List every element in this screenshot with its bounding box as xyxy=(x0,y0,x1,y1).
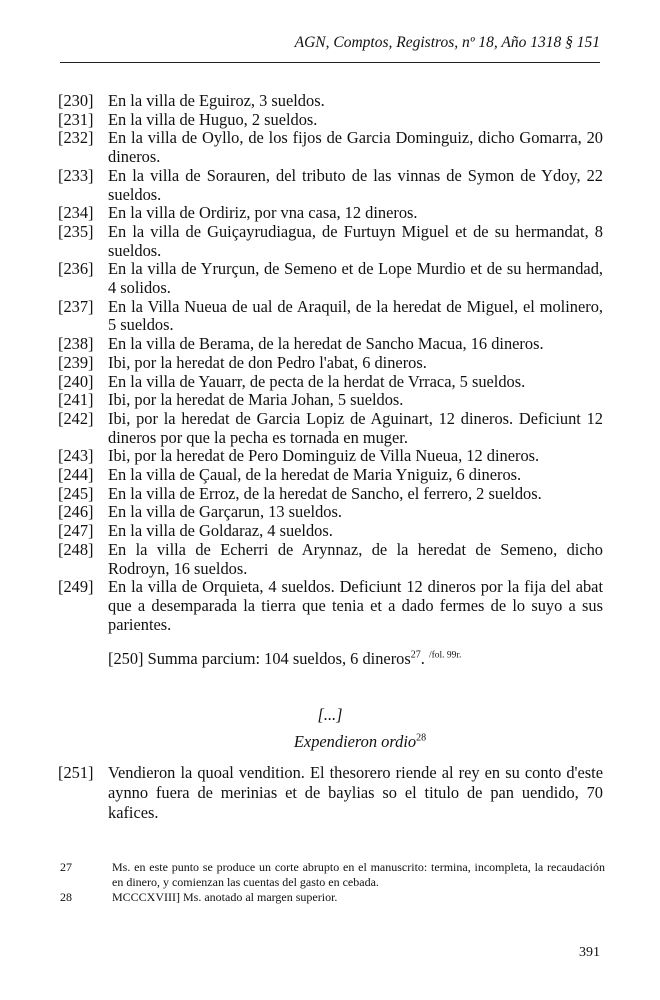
entry-239 xyxy=(58,354,603,373)
entry-247 xyxy=(58,522,603,541)
entry-text: En la villa de Yauarr, de pecta de la herdat de Vrraca, 5 sueldos. xyxy=(108,371,526,391)
entry-number: [244] xyxy=(58,465,94,485)
entry-251 xyxy=(58,763,603,823)
entry-text: Ibi, por la heredat de Garcia Lopiz de Aguinart, 12 dineros. Deficiunt 12 dineros por que la pecha es tornada en muger. xyxy=(108,408,603,447)
entry-text: En la villa de Goldaraz, 4 sueldos. xyxy=(108,521,333,541)
running-header: AGN, Comptos, Registros, nº 18, Año 1318 § 151 xyxy=(294,34,600,51)
entry-242 xyxy=(58,410,603,447)
entry-number: [245] xyxy=(58,483,94,503)
header-rule xyxy=(60,62,600,63)
entry-235 xyxy=(58,223,603,260)
entry-list xyxy=(58,92,603,634)
entry-text: En la villa de Eguiroz, 3 sueldos. xyxy=(108,91,325,110)
entry-232 xyxy=(58,129,603,166)
footnote-text: MCCCXVIII] Ms. anotado al margen superior. xyxy=(112,890,338,904)
entry-text: Ibi, por la heredat de Maria Johan, 5 sueldos. xyxy=(108,390,404,410)
entry-text: En la villa de Ordiriz, por vna casa, 12 dineros. xyxy=(108,203,418,223)
entry-number: [232] xyxy=(58,128,94,148)
entry-number: [236] xyxy=(58,259,94,279)
entry-number: [240] xyxy=(58,371,94,391)
entry-text: En la villa de Sorauren, del tributo de las vinnas de Symon de Ydoy, 22 sueldos. xyxy=(108,165,603,204)
footnotes xyxy=(60,860,605,905)
entry-number: [241] xyxy=(58,390,94,410)
footnote-27 xyxy=(60,860,605,890)
entry-243 xyxy=(58,447,603,466)
entry-text: En la villa de Çaual, de la heredat de Maria Yniguiz, 6 dineros. xyxy=(108,465,522,485)
summa-line xyxy=(108,649,588,669)
section-heading xyxy=(60,732,660,752)
page-number: 391 xyxy=(579,945,600,960)
entry-text: En la villa de Orquieta, 4 sueldos. Deficiunt 12 dineros por la fija del abat que a desemparada la tierra que tenia et a dado fermes de lo suyo a sus parientes. xyxy=(108,577,603,634)
entry-number: [243] xyxy=(58,446,94,466)
entry-number: [247] xyxy=(58,521,94,541)
entry-text: En la villa de Oyllo, de los fijos de Garcia Dominguiz, dicho Gomarra, 20 dineros. xyxy=(108,128,603,167)
entry-241 xyxy=(58,391,603,410)
entry-230 xyxy=(58,92,603,111)
entry-244 xyxy=(58,466,603,485)
entry-text: En la villa de Yrurçun, de Semeno et de Lope Murdio et de su hermandad, 4 solidos. xyxy=(108,259,603,298)
entry-text: En la villa de Garçarun, 13 sueldos. xyxy=(108,502,342,522)
entry-text: Vendieron la quoal vendition. El thesorero riende al rey en su conto d'este aynno fuera de merinias et de baylias so el titulo de pan uendido, 70 kafices. xyxy=(108,763,603,822)
footnote-number: 27 xyxy=(60,860,72,874)
entry-text: En la villa de Erroz, de la heredat de Sancho, el ferrero, 2 sueldos. xyxy=(108,483,542,503)
entry-248 xyxy=(58,541,603,578)
entry-text: En la villa de Berama, de la heredat de Sancho Macua, 16 dineros. xyxy=(108,334,544,354)
entry-number: [231] xyxy=(58,109,94,129)
entry-number: [237] xyxy=(58,296,94,316)
entry-number: [238] xyxy=(58,334,94,354)
entry-231 xyxy=(58,111,603,130)
entry-text: En la villa de Echerri de Arynnaz, de la heredat de Semeno, dicho Rodroyn, 16 sueldos. xyxy=(108,539,603,578)
summa-text: [250] Summa parcium: 104 sueldos, 6 dineros xyxy=(108,649,411,668)
entry-text: En la Villa Nueua de ual de Araquil, de la heredat de Miguel, el molinero, 5 sueldos. xyxy=(108,296,603,335)
entry-234 xyxy=(58,204,603,223)
entry-text: Ibi, por la heredat de Pero Dominguiz de Villa Nueua, 12 dineros. xyxy=(108,446,540,466)
entry-text: Ibi, por la heredat de don Pedro l'abat, 6 dineros. xyxy=(108,352,427,372)
entry-text: En la villa de Huguo, 2 sueldos. xyxy=(108,109,318,129)
folio-reference: /fol. 99r. xyxy=(428,650,462,661)
entry-249 xyxy=(58,578,603,634)
entry-233 xyxy=(58,167,603,204)
entry-236 xyxy=(58,260,603,297)
entry-237 xyxy=(58,298,603,335)
entry-number: [251] xyxy=(58,763,94,782)
entry-number: [246] xyxy=(58,502,94,522)
entry-number: [249] xyxy=(58,577,94,597)
footnote-28 xyxy=(60,890,605,905)
entry-246 xyxy=(58,503,603,522)
section-title: Expendieron ordio xyxy=(293,732,417,751)
footnote-ref-28[interactable]: 28 xyxy=(416,732,427,744)
entry-number: [234] xyxy=(58,203,94,223)
entry-245 xyxy=(58,485,603,504)
footnote-text: Ms. en este punto se produce un corte abrupto en el manuscrito: termina, incompleta, la recaudación en dinero, y comienzan las cuentas del gasto en cebada. xyxy=(112,860,605,889)
entry-240 xyxy=(58,373,603,392)
entry-text: En la villa de Guiçayrudiagua, de Furtuyn Miguel et de su hermandat, 8 sueldos. xyxy=(108,221,603,260)
folio-marker: . xyxy=(420,649,429,668)
entry-number: [239] xyxy=(58,352,94,372)
omission-marker: [...] xyxy=(317,705,343,724)
entry-238 xyxy=(58,335,603,354)
entry-number: [248] xyxy=(58,539,94,559)
footnote-ref-27[interactable]: 27 xyxy=(410,649,421,661)
footnote-number: 28 xyxy=(60,890,72,904)
entry-number: [230] xyxy=(58,91,94,110)
entry-number: [233] xyxy=(58,165,94,185)
entry-number: [235] xyxy=(58,221,94,241)
entry-number: [242] xyxy=(58,408,94,428)
